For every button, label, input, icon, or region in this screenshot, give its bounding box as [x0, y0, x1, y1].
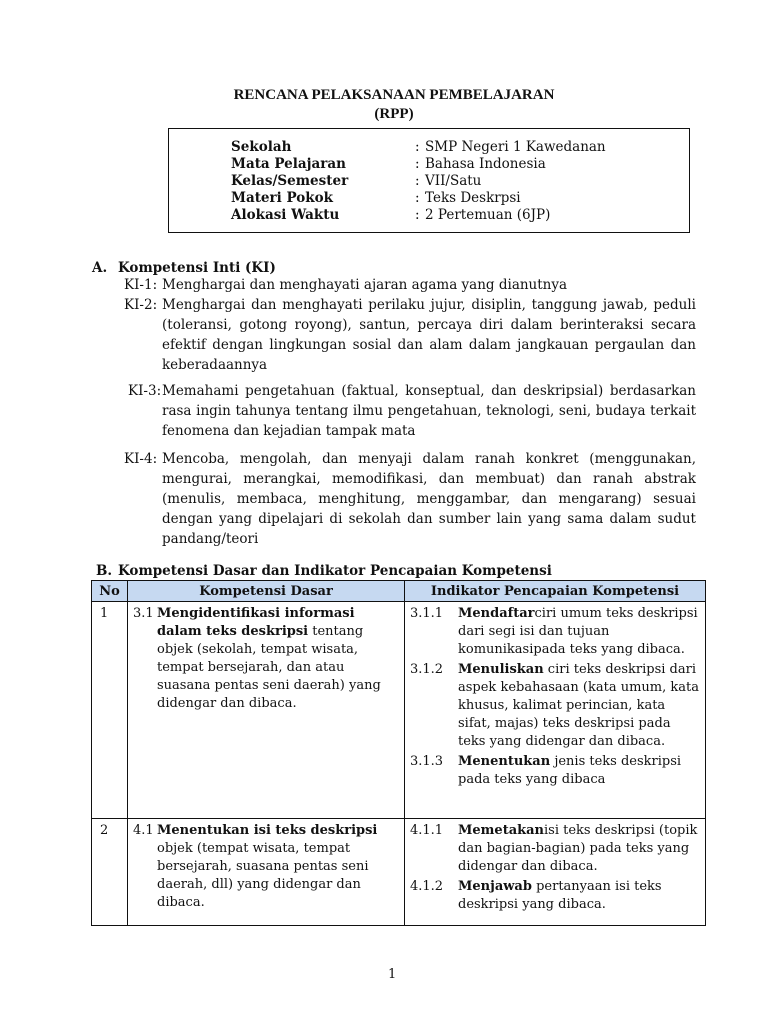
table-row	[92, 602, 706, 819]
indicator-rest: ciri umum teks deskripsi dari segi isi dan tujuan komunikasipada teks yang dibaca.	[458, 606, 698, 657]
ki-item	[124, 449, 696, 549]
indicator-item	[410, 878, 700, 914]
section-letter: B.	[96, 563, 113, 579]
info-colon: :	[415, 207, 420, 223]
kd-bold: Menentukan isi teks deskripsi	[157, 823, 378, 838]
column-header: Kompetensi Dasar	[128, 581, 405, 602]
indicator-item	[410, 822, 700, 876]
indicator-item	[410, 661, 700, 751]
info-value: Bahasa Indonesia	[425, 156, 546, 172]
info-label: Materi Pokok	[231, 190, 333, 206]
info-colon: :	[415, 156, 420, 172]
indicator-bold: Mendaftar	[458, 606, 535, 621]
indicator-bold: Memetakan	[458, 823, 544, 838]
indicator-rest: pertanyaan isi teks deskripsi yang dibaca.	[458, 879, 662, 912]
section-title: Kompetensi Inti (KI)	[118, 260, 276, 276]
info-colon: :	[415, 173, 420, 189]
ki-text: Memahami pengetahuan (faktual, konseptual, dan deskripsial) berdasarkan rasa ingin tahunya tentang ilmu pengetahuan, teknologi, seni, budaya terkait fenomena dan kejadian tampak mata	[162, 383, 696, 439]
kd-rest: objek (tempat wisata, tempat bersejarah, suasana pentas seni daerah, dll) yang didengar dan dibaca.	[157, 841, 369, 910]
row-number: 2	[92, 819, 128, 926]
indicator-bold: Menjawab	[458, 879, 532, 894]
indicator-item	[410, 753, 700, 789]
indicator-number: 4.1.1	[410, 823, 444, 838]
ki-code: KI-1:	[124, 277, 158, 293]
table-row	[92, 819, 706, 926]
column-header: No	[92, 581, 128, 602]
row-number: 1	[92, 602, 128, 819]
indicator-item	[410, 605, 700, 659]
table-header-row	[92, 581, 706, 602]
section-b-heading	[96, 563, 552, 579]
info-value: 2 Pertemuan (6JP)	[425, 207, 551, 223]
ki-code: KI-3:	[128, 383, 162, 399]
ki-text: Mencoba, mengolah, dan menyaji dalam ranah konkret (menggunakan, mengurai, merangkai, memodifikasi, dan membuat) dan ranah abstrak (menulis, membaca, menghitung, menggambar, dan mengarang) sesuai dengan yang dipelajari di sekolah dan sumber lain yang sama dalam sudut pandang/teori	[162, 451, 696, 547]
section-a-heading	[92, 260, 276, 276]
kd-text	[133, 605, 399, 713]
kd-cell	[128, 819, 405, 926]
ki-text: Menghargai dan menghayati ajaran agama yang dianutnya	[162, 277, 568, 293]
indicator-number: 4.1.2	[410, 879, 444, 894]
section-title: Kompetensi Dasar dan Indikator Pencapaian Kompetensi	[118, 563, 552, 579]
info-label: Kelas/Semester	[231, 173, 349, 189]
indicator-number: 3.1.3	[410, 754, 444, 769]
document-title: RENCANA PELAKSANAAN PEMBELAJARAN	[233, 87, 555, 103]
indicator-number: 3.1.2	[410, 662, 444, 677]
kd-number: 4.1	[133, 823, 154, 838]
ki-code: KI-2:	[124, 297, 158, 313]
indicator-number: 3.1.1	[410, 606, 444, 621]
ki-item	[124, 275, 696, 295]
indicator-rest: isi teks deskripsi (topik dan bagian-bagian) pada teks yang didengar dan dibaca.	[458, 823, 698, 874]
indicator-bold: Menuliskan	[458, 662, 544, 677]
column-header: Indikator Pencapaian Kompetensi	[405, 581, 706, 602]
kd-rest: tentang objek (sekolah, tempat wisata, tempat bersejarah, dan atau suasana pentas seni daerah) yang didengar dan dibaca.	[157, 624, 381, 711]
kd-cell	[128, 602, 405, 819]
kd-bold: Mengidentifikasi informasi dalam teks deskripsi	[157, 606, 355, 639]
info-value: Teks Deskrpsi	[425, 190, 521, 206]
indicator-rest: ciri teks deskripsi dari aspek kebahasaan (kata umum, kata khusus, kalimat perincian, kata sifat, majas) teks deskripsi pada teks yang didengar dan dibaca.	[458, 662, 699, 749]
ki-item	[128, 381, 696, 441]
info-label: Mata Pelajaran	[231, 156, 346, 172]
indicator-cell	[405, 602, 706, 819]
ki-text: Menghargai dan menghayati perilaku jujur, disiplin, tanggung jawab, peduli (toleransi, gotong royong), santun, percaya diri dalam berinteraksi secara efektif dengan lingkungan sosial dan alam dalam jangkauan pergaulan dan keberadaannya	[162, 297, 696, 373]
indicator-rest: jenis teks deskripsi pada teks yang dibaca	[458, 754, 682, 787]
info-label: Sekolah	[231, 139, 292, 155]
info-value: SMP Negeri 1 Kawedanan	[425, 139, 606, 155]
info-label: Alokasi Waktu	[231, 207, 340, 223]
identity-box	[168, 128, 690, 233]
section-letter: A.	[92, 260, 108, 276]
ki-code: KI-4:	[124, 451, 158, 467]
page-number: 1	[388, 967, 397, 982]
document-subtitle: (RPP)	[374, 106, 414, 122]
indicator-bold: Menentukan	[458, 754, 551, 769]
competency-table	[91, 580, 706, 926]
info-colon: :	[415, 190, 420, 206]
kd-number: 3.1	[133, 606, 154, 621]
indicator-cell	[405, 819, 706, 926]
kd-text	[133, 822, 399, 912]
info-value: VII/Satu	[425, 173, 482, 189]
info-colon: :	[415, 139, 420, 155]
ki-item	[124, 295, 696, 375]
